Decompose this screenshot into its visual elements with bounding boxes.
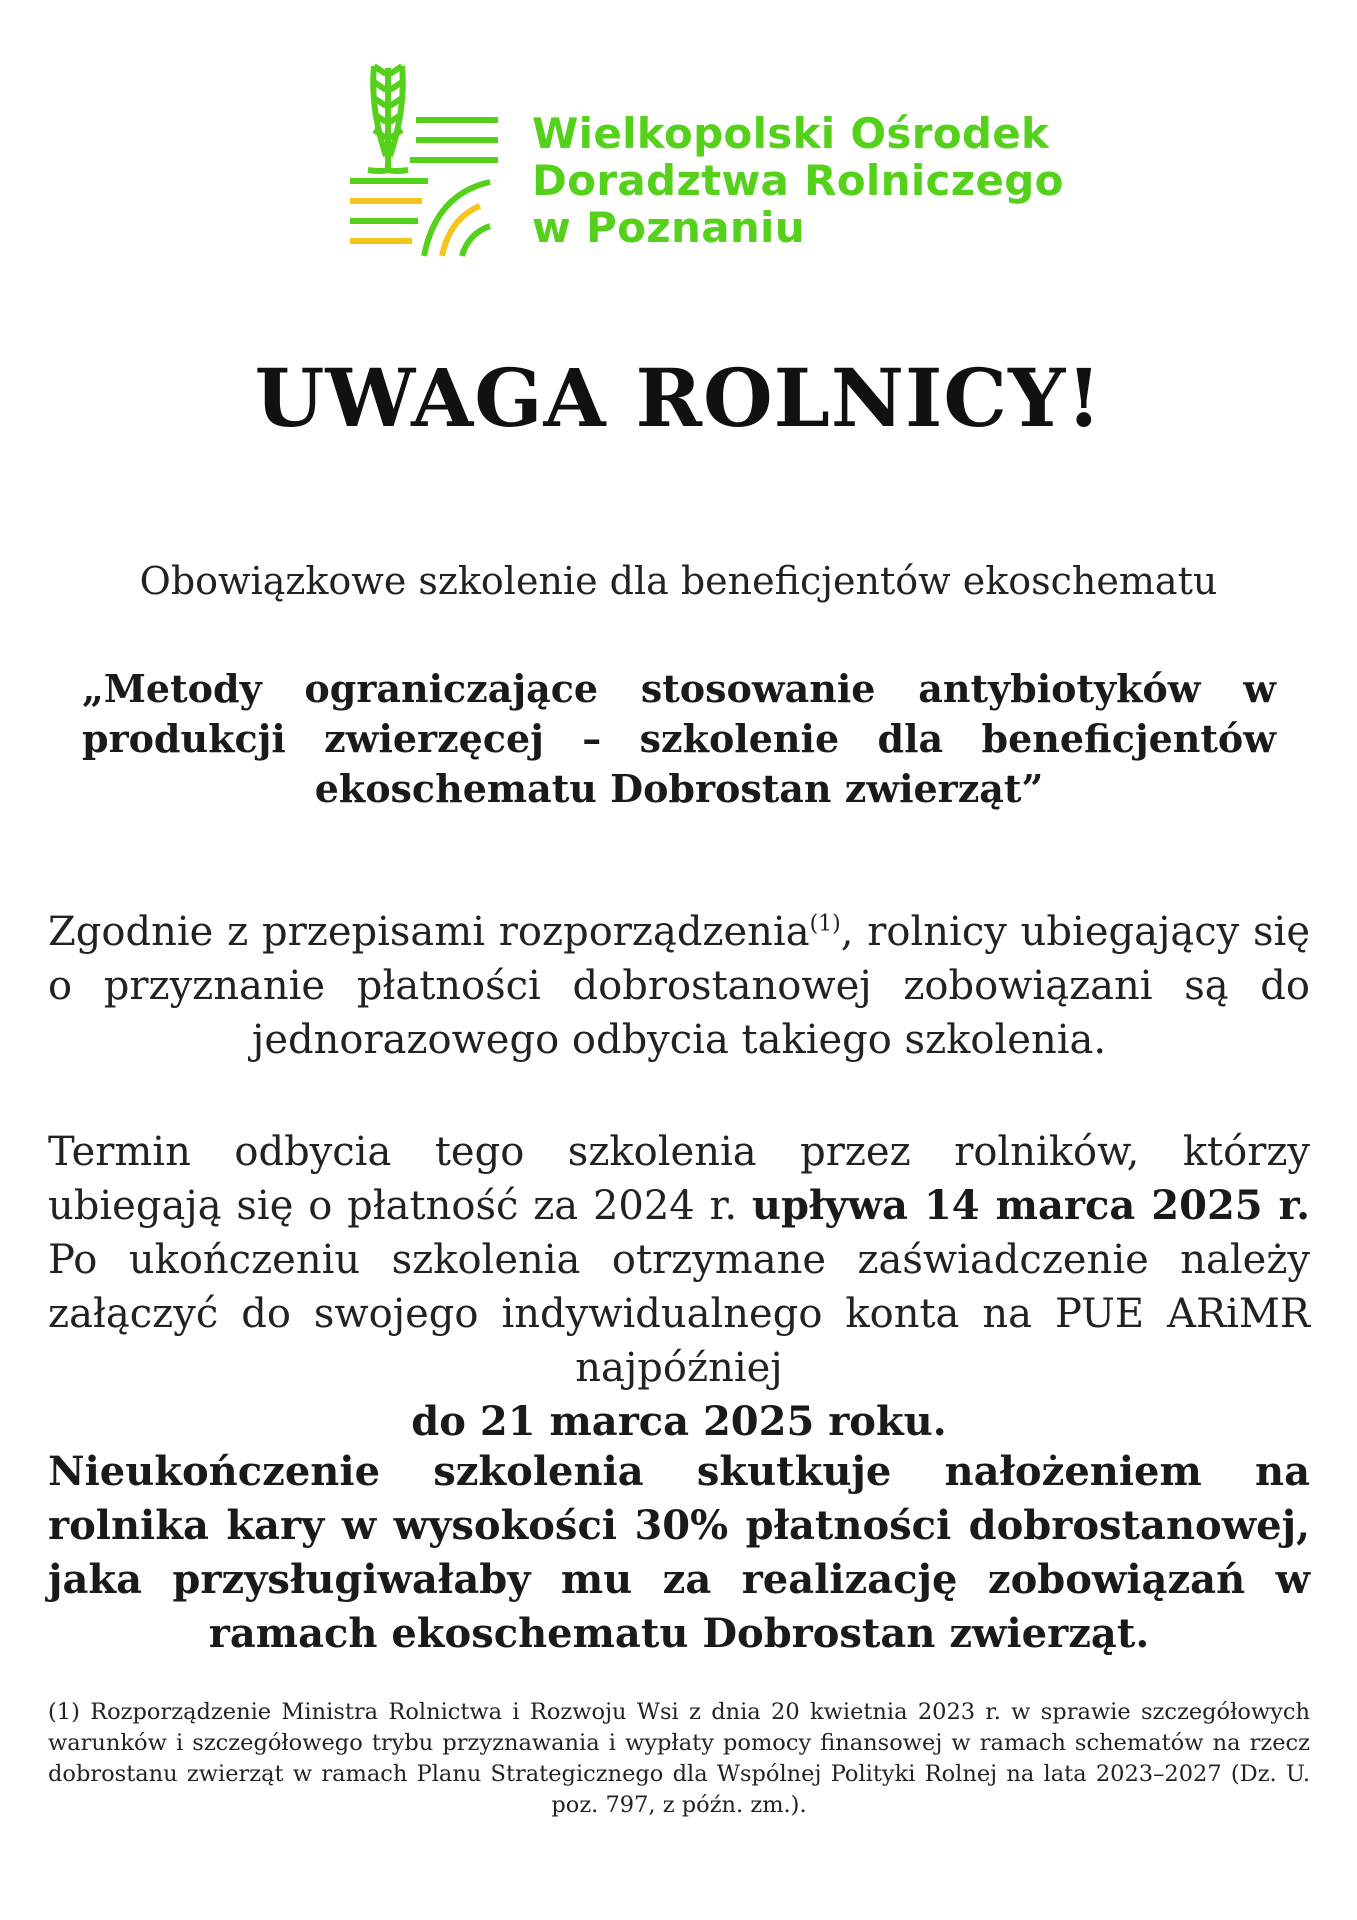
regulation-paragraph xyxy=(48,905,1310,1067)
wodr-logo xyxy=(350,58,1064,258)
deadline-paragraph xyxy=(48,1125,1310,1449)
final-deadline: do 21 marca 2025 roku. xyxy=(411,1398,947,1445)
wheat-field-logo-icon xyxy=(350,58,520,258)
logo-line-1: Wielkopolski Ośrodek xyxy=(532,109,1050,158)
paragraph2-part1: Termin odbycia tego szkolenia przez rolników, którzy ubiegają się o płatność za 2024 r. xyxy=(48,1129,1310,1229)
footnote-reference: (1) xyxy=(809,911,841,937)
logo-line-3: w Poznaniu xyxy=(532,203,805,252)
intro-text: Obowiązkowe szkolenie dla beneficjentów ekoschematu xyxy=(139,559,1218,603)
deadline-date: upływa 14 marca 2025 r. xyxy=(751,1182,1310,1229)
page-title: UWAGA ROLNICY! xyxy=(254,351,1103,445)
logo-line-2: Doradztwa Rolniczego xyxy=(532,156,1064,205)
paragraph2-part2: Po ukończeniu szkolenia otrzymane zaświadczenie należy załączyć do swojego indywidualnego konta na PUE ARiMR najpóźniej xyxy=(48,1237,1310,1391)
penalty-warning: Nieukończenie szkolenia skutkuje nałożeniem na rolnika kary w wysokości 30% płatności dobrostanowej, jaka przysługiwałaby mu za realizację zobowiązań w ramach ekoschematu Dobrostan zwierząt. xyxy=(48,1448,1310,1657)
logo-wordmark xyxy=(532,110,1064,251)
training-title: „Metody ograniczające stosowanie antybiotyków w produkcji zwierzęcej – szkolenie dla beneficjentów ekoschematu Dobrostan zwierząt” xyxy=(82,666,1276,811)
footnote: (1) Rozporządzenie Ministra Rolnictwa i Rozwoju Wsi z dnia 20 kwietnia 2023 r. w sprawie szczegółowych warunków i szczegółowego trybu przyznawania i wypłaty pomocy finansowej w ramach schematów na rzecz dobrostanu zwierząt w ramach Planu Strategicznego dla Wspólnej Polityki Rolnej na lata 2023–2027 (Dz. U. poz. 797, z późn. zm.). xyxy=(48,1699,1310,1818)
paragraph1-end: , rolnicy ubiegający się o przyznanie płatności dobrostanowej zobowiązani są do jednorazowego odbycia takiego szkolenia. xyxy=(48,909,1311,1063)
paragraph1-start: Zgodnie z przepisami rozporządzenia xyxy=(48,909,810,955)
